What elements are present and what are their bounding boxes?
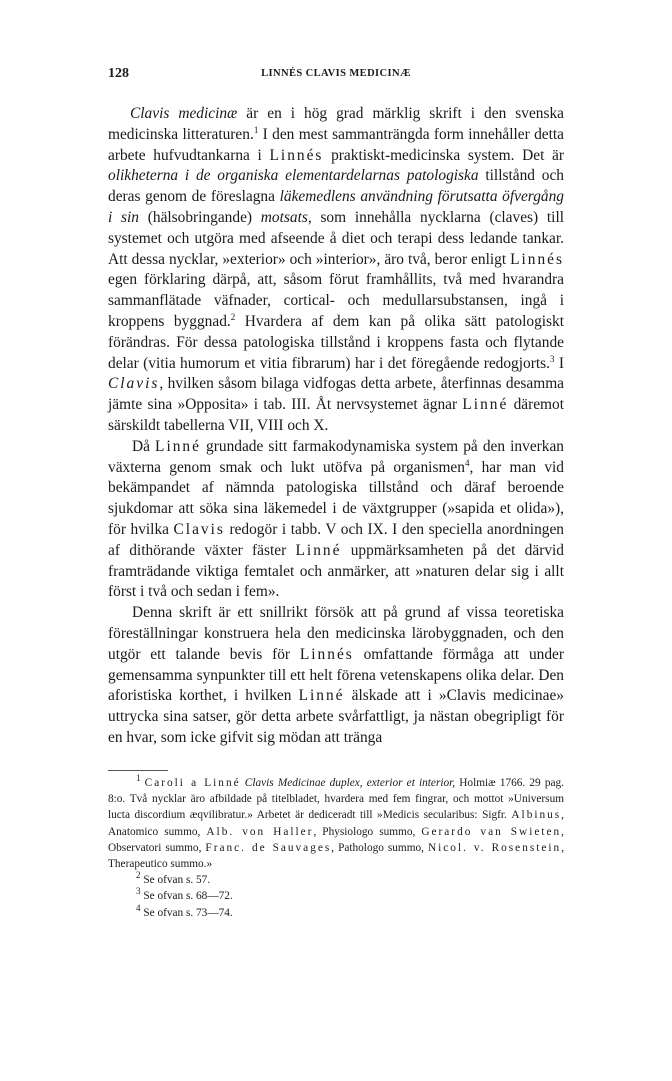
spaced-name: Alb. von Haller — [206, 825, 314, 838]
text-run: , Observatori summo, — [108, 825, 564, 854]
text-run: uppmärksamheten på det därvid framträdande viktiga femtalet och anmärker, att »naturen delar sig i allt först i två och sedan i fem». — [108, 541, 565, 601]
spaced-name: Linné — [295, 541, 342, 559]
text-run: omfattande förmåga att under gemensamma synpunkter till ett helt förena vetenskapens olika delar. Den aforistiska korthet, i hvilken — [108, 645, 564, 705]
text-run: är en i hög grad märklig skrift i den svenska medicinska litteraturen. — [108, 105, 564, 143]
text-run: , hvilken såsom bilaga vidfogas detta arbete, återfinnas desamma jämte sina »Opposita» i tab. III. Åt nervsystemet ägnar — [108, 375, 564, 414]
text-run: praktiskt-medicinska system. Det är — [323, 146, 565, 164]
text-run: grundade sitt farmakodynamiska system på den inverkan växterna genom smak och lukt utöfva på organismen — [108, 437, 564, 476]
spaced-name: Franc. de Sauvages — [205, 841, 332, 854]
text-run: tillstånd och deras genom de föreslagna — [108, 167, 565, 206]
paragraph — [108, 603, 564, 749]
footnote-marker: 2 — [136, 870, 141, 881]
footnote — [108, 888, 564, 904]
spaced-name: Caroli a Linné — [144, 777, 241, 789]
running-head: LINNÉS CLAVIS MEDICINÆ — [261, 68, 411, 79]
spaced-name: Nicol. v. Rosenstein — [427, 841, 562, 854]
footnote-marker: 4 — [136, 902, 141, 913]
page-header — [108, 66, 564, 86]
spaced-name: Linné — [462, 396, 509, 414]
spaced-name: Albinus — [511, 809, 562, 822]
italic-text: olikheterna i de organiska elementardelarnas patologiska — [108, 167, 479, 185]
italic-text: motsats — [260, 208, 308, 226]
spaced-name: Linné — [298, 687, 345, 705]
text-run: Se ofvan s. 73—74. — [140, 906, 233, 919]
spaced-name: Clavis — [173, 520, 225, 538]
text-run: egen förklaring därpå, att, såsom förut framhållits, två med hvarandra sammanflätade väfnader, cortical- och medullarsubstansen, ingå i kroppens byggnad. — [108, 271, 564, 330]
text-run: Hvardera af dem kan på olika sätt patologiskt förändras. För dessa patologiska tillstånd i kroppens fasta och flytande delar (vitia humorum et vitia fibrarum) har i det föregående redogjorts. — [108, 312, 565, 372]
footnote — [108, 902, 564, 921]
text-run: Se ofvan s. 68—72. — [140, 890, 233, 903]
paragraph — [108, 104, 564, 437]
text-run: I den mest sammanträngda form innehåller detta arbete hufvudtankarna i — [108, 125, 564, 164]
body-text — [108, 104, 564, 749]
spaced-name: Linnés — [510, 250, 564, 268]
spaced-name: Linnés — [299, 645, 354, 663]
text-run: älskade att i »Clavis medicinae» uttrycka sina satser, gör detta arbete svårfattligt, ja nästan obegripligt för en hvar, som icke gifvit sig mödan att tränga — [108, 687, 564, 746]
italic-text: Clavis medicinæ — [130, 105, 238, 122]
spaced-name: Gerardo van Swieten — [421, 825, 562, 838]
spaced-name: Linnés — [269, 146, 324, 164]
footnote-rule — [108, 770, 168, 771]
italic-text: läkemedlens användning förutsatta öfvergång i sin — [108, 188, 565, 226]
text-run: Då — [132, 437, 156, 455]
footnote-marker: 3 — [549, 353, 555, 364]
footnote-marker: 3 — [136, 886, 141, 897]
footnote-marker: 2 — [230, 311, 236, 322]
footnote-marker: 4 — [464, 457, 470, 468]
page-number: 128 — [108, 66, 129, 81]
footnote-marker: 1 — [253, 124, 259, 135]
footnote-marker: 1 — [136, 773, 141, 784]
spaced-name: Clavis — [108, 375, 160, 393]
text-run: , har man vid bekämpandet af nämnda patologiska tillstånd och däraf beroende sjukdomar att söka sina läkemedel i de växtgrupper (»sapida et olida»), för hvilka — [108, 458, 564, 538]
footnote — [108, 872, 564, 888]
text-run: (hälsobringande) — [139, 208, 261, 226]
text-run: , som innehålla nycklarna (claves) till systemet och utgöra med afseende å diet och terapi dess ledande tankar. Att dessa nycklar, »exterior» och »interior», äro två, beror enligt — [108, 208, 564, 268]
spaced-name: Linné — [155, 437, 201, 455]
text-run: , Therapeutico summo.» — [108, 841, 565, 871]
text-run: I — [554, 354, 564, 372]
text-run: , Anatomico summo, — [108, 809, 564, 838]
footnote — [108, 775, 564, 872]
text-run: Holmiæ 1766. 29 pag. 8:o. Två nycklar äro afbildade på titelbladet, hvardera med fem fingrar, och mottot »Universum lucta discordium æqvilibratur.» Arbetet är dediceradt till »Medicis secularibus: Sigfr. — [108, 777, 565, 822]
paragraph — [108, 437, 564, 603]
text-run: , Pathologo summo, — [331, 841, 428, 854]
text-run: däremot särskildt tabellerna VII, VIII och X. — [108, 396, 565, 434]
footnotes — [108, 775, 564, 921]
text-run: Se ofvan s. 57. — [140, 874, 211, 887]
text-run: Denna skrift är ett snillrikt försök att på grund af vissa teoretiska föreställningar konstruera hela den medicinska lärobyggnaden, och den utgör ett talande bevis för — [108, 604, 564, 663]
text-run: , Physiologo summo, — [313, 825, 422, 838]
italic-text: Clavis Medicinae duplex, exterior et interior, — [244, 777, 456, 789]
text-run: redogör i tabb. V och IX. I den speciella anordningen af dithörande växter fäster — [108, 520, 564, 559]
